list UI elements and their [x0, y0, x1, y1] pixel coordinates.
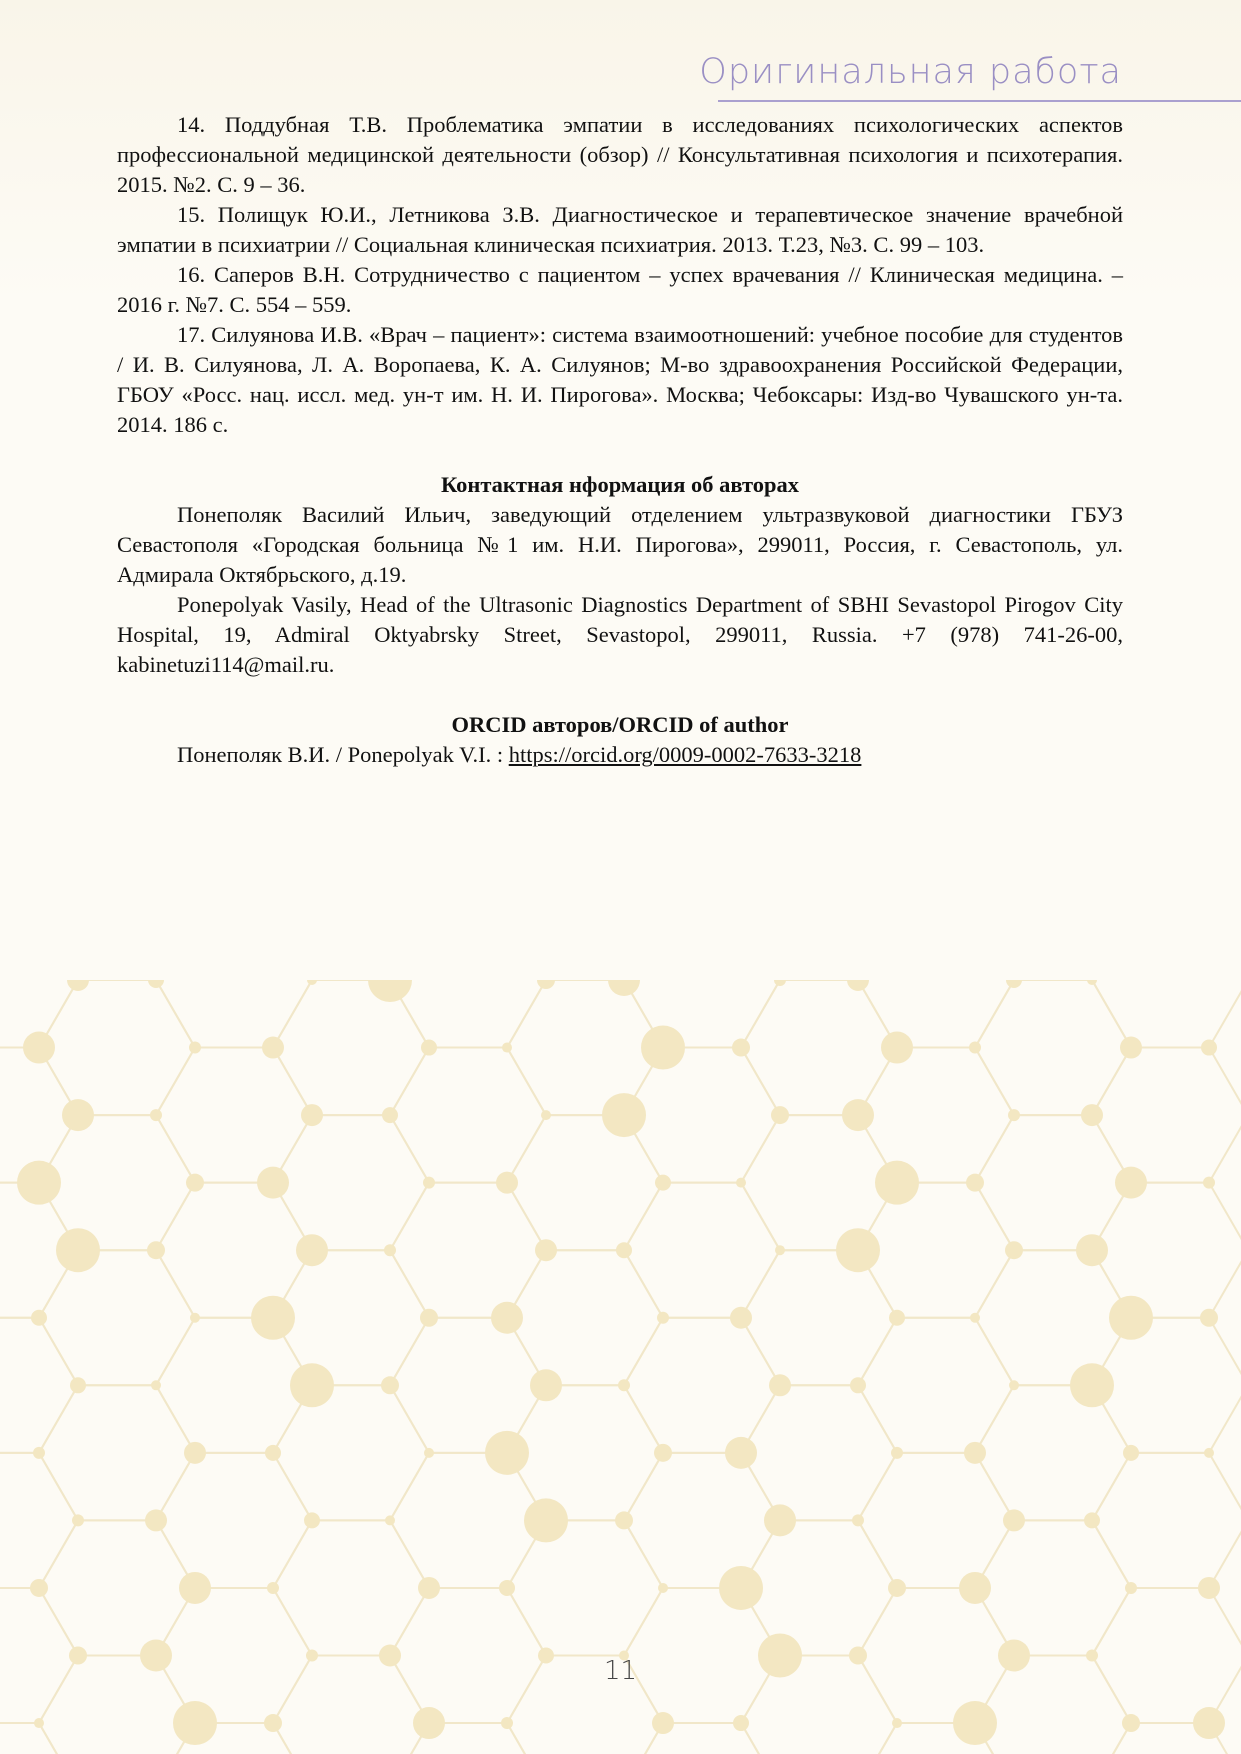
hexagon-node [1009, 1380, 1019, 1390]
hexagon-node [264, 1714, 282, 1732]
hexagon-cell [273, 1250, 429, 1385]
hexagon-node [179, 1572, 211, 1604]
hexagon-cell [156, 1453, 312, 1588]
hexagon-node [184, 1442, 206, 1464]
hexagon-node [265, 1445, 281, 1461]
hexagon-cell [39, 980, 195, 1115]
hexagon-node [1123, 1445, 1139, 1461]
hexagon-node [852, 1514, 864, 1526]
hexagon-cell [858, 1318, 1014, 1453]
hexagon-node [1008, 1109, 1020, 1121]
hexagon-cell [0, 1318, 78, 1453]
hexagon-node [502, 1043, 512, 1053]
hexagon-cell [858, 1048, 1014, 1183]
hexagon-node [70, 1377, 86, 1393]
hexagon-node [145, 1509, 167, 1531]
hexagon-node [501, 1717, 513, 1729]
hexagon-cell [858, 1453, 1014, 1588]
hexagon-cell [507, 1385, 663, 1520]
hexagon-cell [507, 1115, 663, 1250]
hexagon-node [736, 1178, 746, 1188]
hexagon-node [641, 1026, 685, 1070]
hexagon-node [615, 1511, 633, 1529]
hexagon-node [290, 1363, 334, 1407]
hexagon-node [31, 1310, 47, 1326]
hexagon-node [875, 1161, 919, 1205]
hexagon-node [17, 1161, 61, 1205]
hexagon-cell [273, 1385, 429, 1520]
hexagon-node [524, 1498, 568, 1542]
hexagon-cell [624, 1048, 780, 1183]
hexagon-node [257, 1167, 289, 1199]
reference-14: 14. Поддубная Т.В. Проблематика эмпатии в исследованиях психологических аспектов профессиональной медицинской деятельности (обзор) // Консультативная психология и психотерапия. 2015. №2. С. 9 – 36. [117, 112, 1123, 197]
hexagon-node [382, 1107, 398, 1123]
orcid-line [117, 740, 1123, 770]
contacts-heading: Контактная нформация об авторах [440, 472, 800, 497]
hexagon-cell [156, 1318, 312, 1453]
hexagon-cell [390, 1183, 546, 1318]
hexagon-node [1003, 1509, 1025, 1531]
hexagon-node [655, 1175, 671, 1191]
hexagon-node [836, 1228, 880, 1272]
hexagon-node [953, 1701, 997, 1745]
hexagon-node [301, 1104, 323, 1126]
hexagon-node [251, 1296, 295, 1340]
hexagon-node [1120, 1037, 1142, 1059]
hexagon-node [769, 1374, 791, 1396]
hexagon-node [1081, 1104, 1103, 1126]
hexagon-cell [39, 1385, 195, 1520]
reference-17: 17. Силуянова И.В. «Врач – пациент»: система взаимоотношений: учебное пособие для студентов / И. В. Силуянова, Л. А. Воропаева, К. А. Силуянов; М-во здравоохранения Российской Федерации, ГБОУ «Росс. нац. иссл. мед. ун-т им. Н. И. Пирогова». Москва; Чебоксары: Изд-во Чувашского ун-та. 2014. 186 с. [117, 322, 1123, 437]
hexagon-node [1203, 1177, 1215, 1189]
hexagon-node [23, 1032, 55, 1064]
hexagon-node [385, 1515, 395, 1525]
hexagon-node [151, 1380, 161, 1390]
hexagon-node [725, 1437, 757, 1469]
hexagon-node [413, 1707, 445, 1739]
hexagon-cell [975, 1250, 1131, 1385]
hexagon-node [67, 980, 89, 991]
hexagon-node [421, 1040, 437, 1056]
hexagon-node [889, 1310, 905, 1326]
hexagon-cell [39, 1115, 195, 1250]
hexagon-cell [975, 980, 1131, 1115]
hexagon-node [719, 1566, 763, 1610]
hexagon-node [56, 1228, 100, 1272]
hexagon-node [1122, 1714, 1140, 1732]
hexagon-cell [1092, 1318, 1241, 1453]
hexagon-node [964, 1442, 986, 1464]
hexagon-cell [390, 1048, 546, 1183]
hexagon-node [541, 1110, 551, 1120]
hexagon-cell [39, 1520, 195, 1655]
hexagon-node [262, 1037, 284, 1059]
hexagon-node [1198, 1577, 1220, 1599]
hexagon-node [618, 1379, 630, 1391]
hexagon-node [33, 1447, 45, 1459]
hexagon-node [190, 1313, 200, 1323]
hexagon-node [1076, 1234, 1108, 1266]
header-divider [718, 100, 1241, 102]
hexagon-node [616, 1242, 632, 1258]
hexagon-node [602, 1093, 646, 1137]
hexagon-node [418, 1577, 440, 1599]
hexagon-cell [156, 1183, 312, 1318]
orcid-link[interactable]: https://orcid.org/0009-0002-7633-3218 [508, 742, 862, 767]
hexagon-node [148, 980, 164, 988]
hexagon-node [959, 1572, 991, 1604]
reference-15: 15. Полищук Ю.И., Летникова З.В. Диагностическое и терапевтическое значение врачебной эмпатии в психиатрии // Социальная клиническая психиатрия. 2013. Т.23, №3. С. 99 – 103. [117, 202, 1123, 257]
contacts-ru: Понеполяк Василий Ильич, заведующий отделением ультразвуковой диагностики ГБУЗ Севастополя «Городская больница №1 им. Н.И. Пирогова», 299011, Россия, г. Севастополь, ул. Адмирала Октябрьского, д.19. [117, 502, 1123, 587]
hexagon-node [368, 980, 412, 1002]
hexagon-cell [156, 980, 312, 1048]
hexagon-node [730, 1307, 752, 1329]
hexagon-node [657, 1312, 669, 1324]
hexagon-node [652, 1712, 674, 1734]
hexagon-node [1006, 980, 1022, 988]
hexagon-node [1070, 1363, 1114, 1407]
hexagon-node [485, 1431, 529, 1475]
page-number: 11 [603, 1656, 638, 1686]
hexagon-node [535, 1239, 557, 1261]
hexagon-node [850, 1377, 866, 1393]
hexagon-node [969, 1042, 981, 1054]
hexagon-cell [1092, 1453, 1241, 1588]
hexagon-cell [390, 980, 546, 1048]
hexagon-cell [975, 1520, 1131, 1655]
hexagon-cell [624, 1453, 780, 1588]
hexagon-node [1005, 1241, 1023, 1259]
hexagon-node [842, 1099, 874, 1131]
hexagon-node [771, 1106, 789, 1124]
hexagon-node [732, 1039, 750, 1057]
hexagon-node [34, 1718, 44, 1728]
hexagon-cell [975, 1385, 1131, 1520]
hexagon-node [658, 1583, 668, 1593]
hexagon-node [381, 1376, 399, 1394]
hexagon-background-pattern [0, 980, 1241, 1754]
hexagon-cell [1092, 1183, 1241, 1318]
hexagon-node [186, 1174, 204, 1192]
document-body [117, 110, 1123, 770]
hexagon-cell [0, 1453, 78, 1588]
hexagon-node [775, 1245, 785, 1255]
hexagon-node [496, 1172, 518, 1194]
hexagon-node [608, 980, 640, 996]
hexagon-cell [741, 1520, 897, 1655]
hexagon-node [733, 1715, 749, 1731]
hexagon-cell [507, 1250, 663, 1385]
hexagon-cell [741, 1115, 897, 1250]
hexagon-node [1204, 1448, 1214, 1458]
hexagon-node [189, 1042, 201, 1054]
hexagon-cell [624, 1318, 780, 1453]
hexagon-node [847, 980, 869, 991]
hexagon-node [966, 1174, 984, 1192]
hexagon-node [881, 1032, 913, 1064]
hexagon-cell [390, 1453, 546, 1588]
hexagon-node [304, 1512, 320, 1528]
hexagon-node [62, 1099, 94, 1131]
hexagon-cell [156, 1048, 312, 1183]
hexagon-node [499, 1580, 515, 1596]
hexagon-cell [858, 980, 1014, 1048]
hexagon-node [30, 1579, 48, 1597]
hexagon-cell [1092, 1048, 1241, 1183]
hexagon-cell [273, 1520, 429, 1655]
hexagon-cell [507, 1520, 663, 1655]
hexagon-cell [273, 980, 429, 1115]
hexagon-node [891, 1447, 903, 1459]
hexagon-node [888, 1579, 906, 1597]
hexagon-cell [975, 1115, 1131, 1250]
hexagon-node [1125, 1582, 1137, 1594]
hexagon-cell [741, 1250, 897, 1385]
hexagon-cell [858, 1183, 1014, 1318]
hexagon-node [764, 1504, 796, 1536]
hexagon-cell [741, 1385, 897, 1520]
hexagon-node [530, 1369, 562, 1401]
hexagon-cell [390, 1723, 546, 1754]
hexagon-cell [741, 980, 897, 1115]
hexagon-node [72, 1514, 84, 1526]
hexagon-cell [1092, 980, 1241, 1048]
orcid-heading: ORCID авторов/ORCID of author [451, 712, 789, 737]
hexagon-node [147, 1241, 165, 1259]
hexagon-cell [507, 980, 663, 1115]
hexagon-node [892, 1718, 902, 1728]
reference-16: 16. Саперов В.Н. Сотрудничество с пациентом – успех врачевания // Клиническая медицина. – 2016 г. №7. С. 554 – 559. [117, 262, 1123, 317]
hexagon-node [1200, 1309, 1218, 1327]
hexagon-cell [624, 1183, 780, 1318]
hexagon-node [296, 1234, 328, 1266]
hexagon-node [423, 1177, 435, 1189]
hexagon-node [1115, 1167, 1147, 1199]
hexagon-node [173, 1701, 217, 1745]
hexagon-node [150, 1109, 162, 1121]
hexagon-cell [390, 1318, 546, 1453]
hexagon-node [1109, 1296, 1153, 1340]
hexagon-node [424, 1448, 434, 1458]
hexagon-cell [624, 1723, 780, 1754]
hexagon-node [654, 1444, 672, 1462]
hexagon-node [1193, 1707, 1225, 1739]
section-title: Оригинальная работа [699, 52, 1122, 92]
hexagon-node [537, 980, 555, 989]
hexagon-node [774, 980, 786, 986]
hexagon-cell [39, 1250, 195, 1385]
hexagon-node [1084, 1512, 1100, 1528]
hexagon-node [267, 1582, 279, 1594]
orcid-author: Понеполяк В.И. / Ponepolyak V.I. : [177, 742, 509, 767]
hexagon-node [970, 1313, 980, 1323]
hexagon-node [491, 1302, 523, 1334]
hexagon-node [384, 1244, 396, 1256]
hexagon-node [1201, 1040, 1217, 1056]
contacts-en: Ponepolyak Vasily, Head of the Ultrasonic Diagnostics Department of SBHI Sevastopol Pirogov City Hospital, 19, Admiral Oktyabrsky Street, Sevastopol, 299011, Russia. +7 (978) 741-26-00, kabinetuzi114@mail.ru. [117, 592, 1123, 677]
hexagon-cell [273, 1115, 429, 1250]
hexagon-node [420, 1309, 438, 1327]
